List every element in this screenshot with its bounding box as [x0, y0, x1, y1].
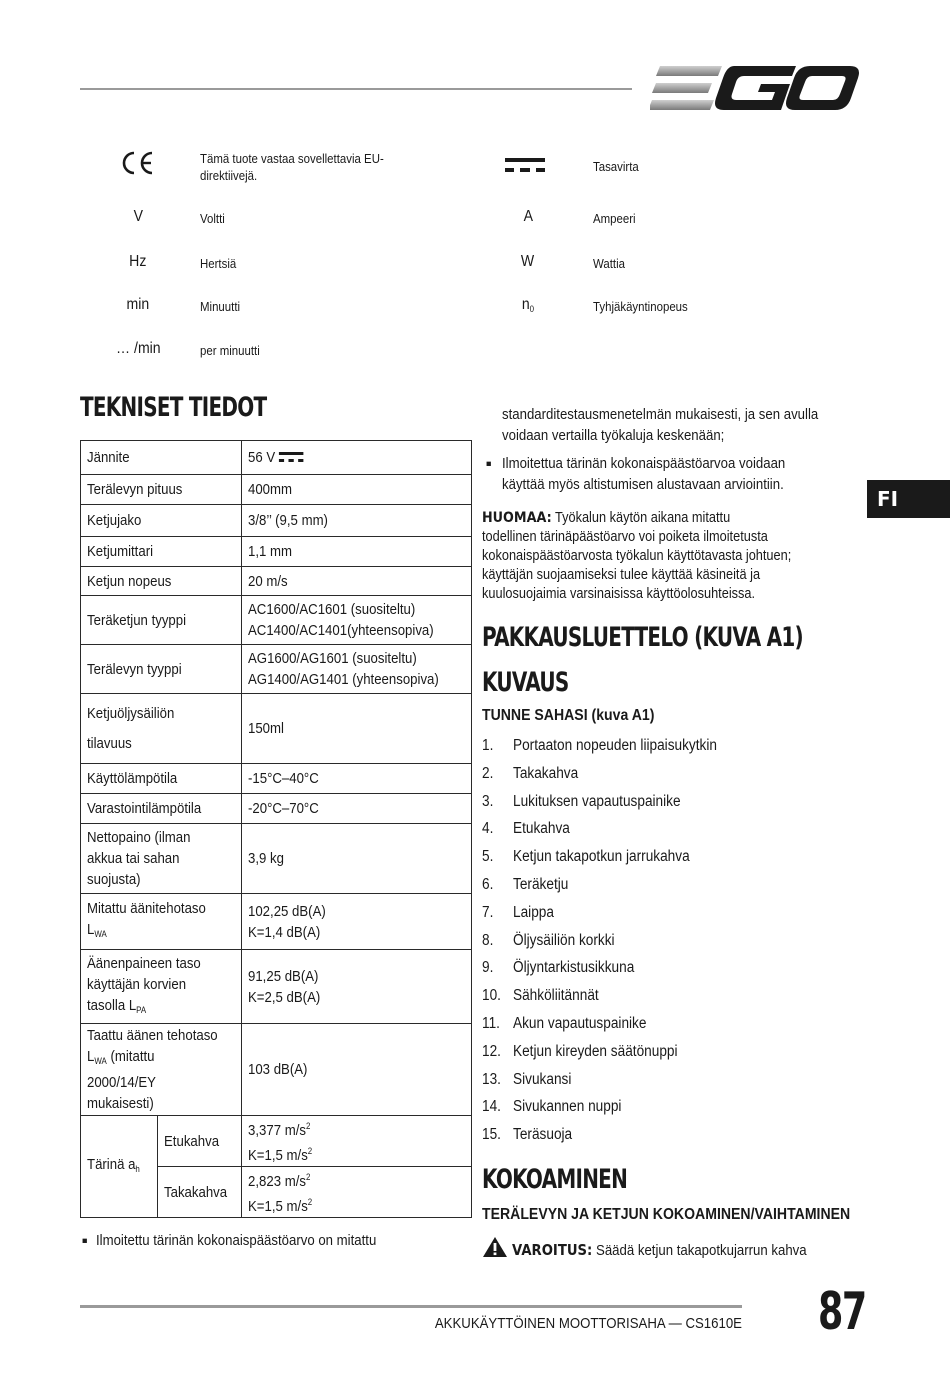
list-item: 7. Laippa — [482, 903, 554, 921]
spec-row-sound-power: Mitattu äänitehotaso $L_{WA}$ 102,25 dB(A) K=1,4 dB(A) — [81, 894, 472, 950]
tech-heading: TEKNISET TIEDOT — [80, 392, 267, 423]
list-item: 8. Öljysäiliön korkki — [482, 931, 615, 949]
spec-row-pitch: Ketjujako 3/8’’ (9,5 mm) — [81, 505, 472, 537]
parts-list — [482, 734, 862, 1151]
spec-row-chain-type: Teräketjun tyyppi AC1600/AC1601 (suositeltu) AC1400/AC1401(yhteensopiva) — [81, 596, 472, 645]
square-bullet-icon: ■ — [486, 458, 492, 469]
list-item: 6. Teräketju — [482, 875, 569, 893]
note-block: HUOMAA: Työkalun käytön aikana mitattu todellinen tärinäpäästöarvo voi poiketa ilmoitetusta kokonaispäästöarvosta työkalun käyttötavasta johtuen; käyttäjän suojaamiseksi tulee käyttää käsineitä ja kuulosuojaimia varsinaisissa käyttöolosuhteissa. — [482, 510, 792, 602]
warning-icon — [482, 1236, 510, 1260]
list-item: 4. Etukahva — [482, 820, 570, 838]
packing-heading: PAKKAUSLUETTELO (KUVA A1) — [482, 622, 803, 653]
warning-label: VAROITUS: — [512, 1241, 593, 1259]
symbol-desc-dc: Tasavirta — [593, 159, 639, 174]
symbol-minute: min — [126, 296, 150, 313]
square-bullet-icon: ■ — [82, 1235, 88, 1246]
symbol-per-minute: … /min — [115, 340, 161, 357]
bullet-text: Ilmoitettua tärinän kokonaispäästöarvoa voidaan käyttää myös altistumisen alustavaan arviointiin. — [502, 455, 786, 493]
assembly-heading: KOKOAMINEN — [482, 1164, 628, 1195]
spec-row-vibration-front: Tärinä $a_h$ Etukahva 3,377 $m/s^2$ K=1,5 $m/s^2$ — [81, 1116, 472, 1167]
vibration-note: ■ Ilmoitettu tärinän kokonaispäästöarvo on mitattu — [82, 1232, 377, 1249]
symbol-desc-no-load-speed: Tyhjäkäyntinopeus — [593, 299, 688, 314]
symbol-ampere: A — [523, 208, 533, 225]
list-item: 3. Lukituksen vapautuspainike — [482, 792, 681, 810]
footer-rule — [80, 1305, 742, 1308]
spec-row-operating-temp: Käyttölämpötila -15°C–40°C — [81, 764, 472, 794]
list-item: 9. Öljyntarkistusikkuna — [482, 959, 635, 977]
footer-title: AKKUKÄYTTÖINEN MOOTTORISAHA — CS1610E — [434, 1315, 742, 1332]
list-item: 15. Teräsuoja — [482, 1126, 573, 1144]
ego-logo — [650, 62, 862, 114]
spec-row-guaranteed-power: Taattu äänen tehotaso $L_{WA}$ (mitattu 2000/14/EY mukaisesti) 103 dB(A) — [81, 1024, 472, 1116]
spec-row-storage-temp: Varastointilämpötila -20°C–70°C — [81, 794, 472, 824]
list-item: 13. Sivukansi — [482, 1070, 572, 1088]
spec-row-oil-tank: Ketjuöljysäiliön tilavuus 150ml — [81, 694, 472, 764]
list-item: 11. Akun vapautuspainike — [482, 1014, 647, 1032]
spec-row-sound-pressure: Äänenpaineen taso käyttäjän korvien tasolla $L_{PA}$ 91,25 dB(A) K=2,5 dB(A) — [81, 950, 472, 1024]
symbol-desc-per-minute: per minuutti — [200, 343, 260, 358]
symbol-desc-watt: Wattia — [593, 256, 625, 271]
spec-table — [80, 440, 472, 1218]
symbol-desc-ce: Tämä tuote vastaa sovellettavia EU-direktiivejä. — [200, 151, 384, 183]
symbol-watt: W — [521, 253, 535, 270]
note-label: HUOMAA: — [482, 510, 552, 526]
language-tab: FI — [867, 480, 950, 518]
spec-row-bar-type: Terälevyn tyyppi AG1600/AG1601 (suositeltu) AG1400/AG1401 (yhteensopiva) — [81, 645, 472, 694]
symbol-volt: V — [133, 208, 143, 225]
page-number: 87 — [818, 1282, 866, 1342]
symbol-desc-volt: Voltti — [200, 211, 225, 226]
symbol-desc-hertz: Hertsiä — [200, 256, 237, 271]
list-item: 14. Sivukannen nuppi — [482, 1098, 622, 1116]
ce-mark-icon — [108, 150, 168, 181]
header-rule — [80, 88, 632, 90]
symbol-no-load-speed: $n_0$ — [521, 296, 535, 314]
list-item: 2. Takakahva — [482, 764, 579, 782]
symbol-desc-minute: Minuutti — [200, 299, 241, 314]
standard-text: standarditestausmenetelmän mukaisesti, ja sen avulla voidaan vertailla työkaluja keskenään; — [502, 406, 819, 444]
spec-row-vibration-rear: Takakahva 2,823 $m/s^2$ K=1,5 $m/s^2$ — [81, 1167, 472, 1218]
list-item: 12. Ketjun kireyden säätönuppi — [482, 1042, 678, 1060]
list-item: 10. Sähköliitännät — [482, 987, 599, 1005]
bullet-vibration-estimate — [486, 453, 491, 475]
warning-text: VAROITUS: Säädä ketjun takapotkujarrun kahva — [512, 1241, 807, 1259]
direct-current-icon — [495, 156, 555, 179]
description-heading: KUVAUS — [482, 667, 569, 698]
spec-row-gauge: Ketjumittari 1,1 mm — [81, 537, 472, 567]
spec-row-bar-length: Terälevyn pituus 400mm — [81, 475, 472, 505]
list-item: 5. Ketjun takapotkun jarrukahva — [482, 848, 690, 866]
list-item: 1. Portaaton nopeuden liipaisukytkin — [482, 737, 717, 754]
symbol-desc-ampere: Ampeeri — [593, 211, 636, 226]
direct-current-icon — [279, 450, 304, 464]
spec-row-chain-speed: Ketjun nopeus 20 m/s — [81, 567, 472, 596]
symbol-hertz: Hz — [129, 253, 147, 270]
assembly-subheading: TERÄLEVYN JA KETJUN KOKOAMINEN/VAIHTAMINEN — [482, 1206, 851, 1223]
know-your-saw-heading: TUNNE SAHASI (kuva A1) — [482, 707, 655, 724]
spec-row-net-weight: Nettopaino (ilman akkua tai sahan suojusta) 3,9 kg — [81, 824, 472, 894]
spec-row-voltage: Jännite 56 V — [81, 441, 472, 475]
